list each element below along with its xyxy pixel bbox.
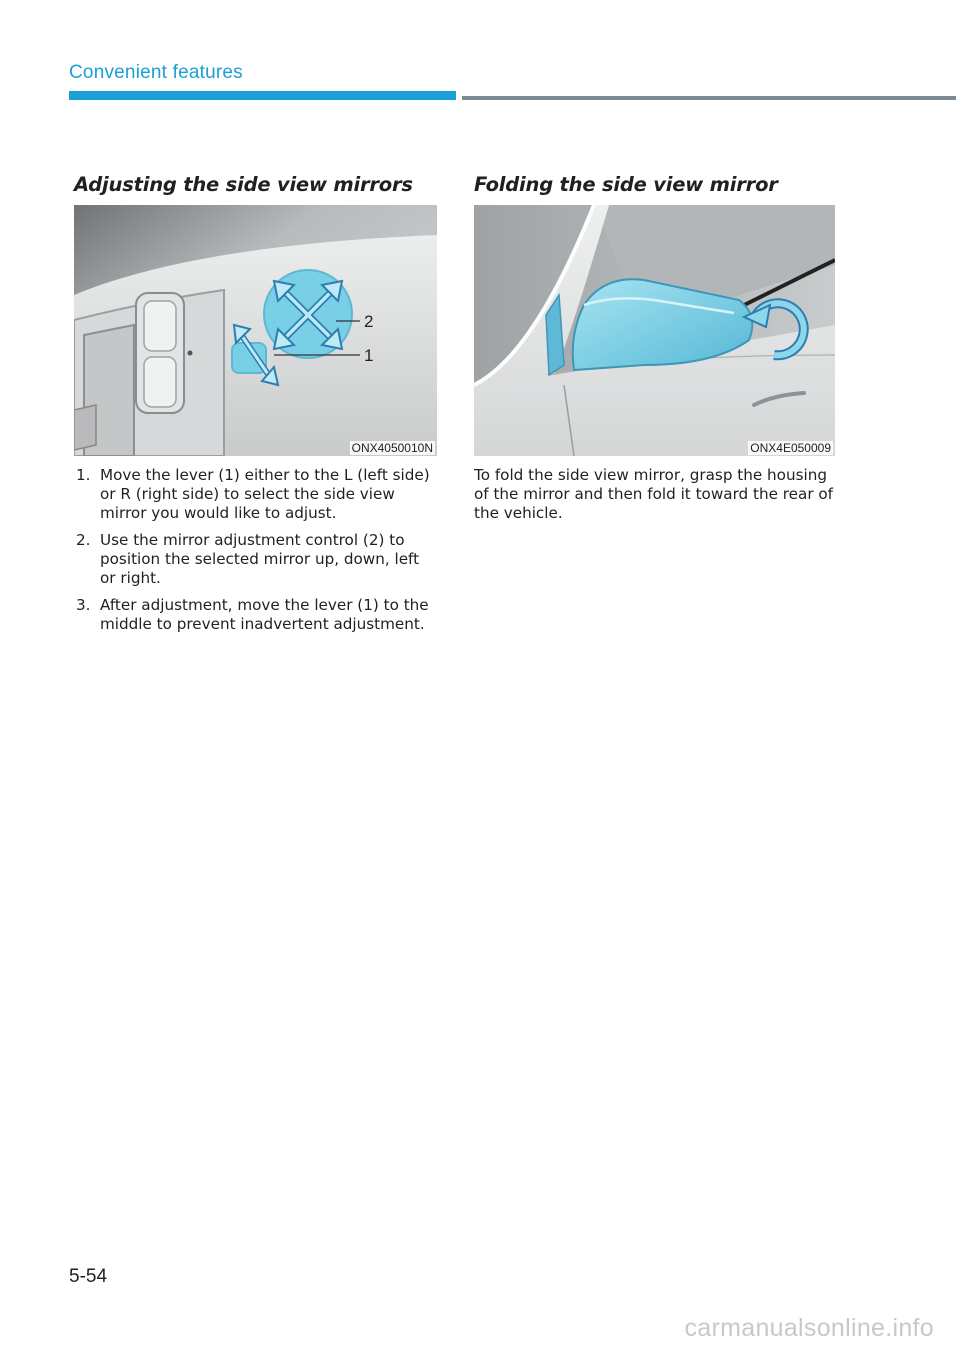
mirror-switch-illustration (74, 205, 437, 456)
header-rule-blue (69, 91, 456, 100)
step-number: 3. (76, 596, 91, 614)
section-title: Convenient features (69, 62, 243, 83)
step-text: Use the mirror adjustment control (2) to position the selected mirror up, down, left or right. (100, 531, 420, 587)
left-heading: Adjusting the side view mirrors (74, 173, 413, 196)
fold-instructions: To fold the side view mirror, grasp the housing of the mirror and then fold it toward the rear of the vehicle. (474, 466, 834, 522)
callout-2: 2 (364, 312, 374, 331)
step-text: After adjustment, move the lever (1) to the middle to prevent inadvertent adjustment. (100, 596, 429, 633)
header-rule-gray (462, 96, 956, 100)
page-number: 5-54 (69, 1266, 108, 1287)
step-number: 2. (76, 531, 91, 549)
list-item (74, 531, 438, 588)
list-item (74, 596, 438, 634)
mirror-fold-illustration (474, 205, 835, 456)
callout-1: 1 (364, 346, 374, 365)
right-heading: Folding the side view mirror (474, 173, 778, 196)
steps-list (74, 466, 438, 642)
mirror-fold-figure (474, 205, 835, 456)
watermark: carmanualsonline.info (684, 1314, 934, 1342)
figure-code-left: ONX4050010N (351, 441, 433, 455)
mirror-switch-figure (74, 205, 437, 456)
list-item (74, 466, 438, 523)
figure-code-right: ONX4E050009 (750, 441, 831, 455)
step-number: 1. (76, 466, 91, 484)
step-text: Move the lever (1) either to the L (left side) or R (right side) to select the side view mirror you would like to adjust. (100, 466, 430, 522)
